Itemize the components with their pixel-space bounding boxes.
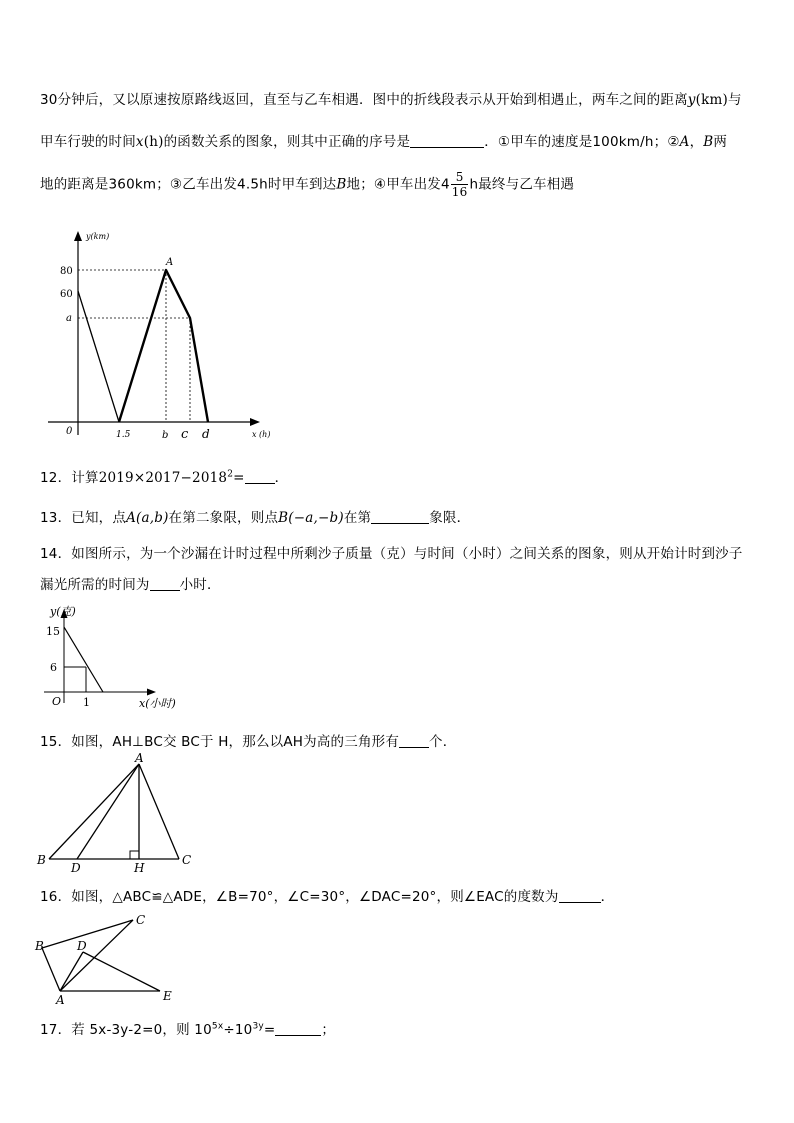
answer-blank[interactable] [410, 133, 484, 148]
side-ac [139, 764, 179, 859]
label-d: D [77, 939, 87, 953]
q15-text: 15．如图，AH⊥BC交 BC于 H，那么以AH为高的三角形有 [40, 734, 400, 750]
q12-label: 12．计算 [40, 470, 99, 486]
q16-text: ． [600, 889, 615, 905]
y-tick-15: 15 [46, 625, 60, 638]
fraction-denominator: 16 [451, 185, 468, 199]
segment-1 [78, 291, 119, 422]
intro-line-1 [40, 88, 742, 108]
intro-text: 两 [713, 134, 728, 150]
question-16 [40, 885, 614, 905]
question-13 [40, 506, 470, 526]
x-axis-arrow [147, 689, 156, 696]
q12-exponent: 2 [227, 469, 234, 480]
q12-answer-blank[interactable] [245, 469, 275, 484]
distance-time-graph [40, 225, 300, 445]
q17-answer-blank[interactable] [275, 1021, 321, 1036]
q13-text: 象限． [429, 510, 471, 526]
q17-end: ； [321, 1022, 336, 1038]
q14-text: 漏光所需的时间为 [40, 577, 150, 593]
q17-equals: = [263, 1022, 276, 1038]
label-d: D [71, 861, 81, 875]
x-axis-label: x(小时) [139, 697, 176, 710]
x-tick-d: d [202, 427, 210, 441]
triangle-figure-2 [35, 908, 195, 1008]
sand-mass-graph [40, 603, 200, 713]
intro-text: h最终与乙车相遇 [469, 176, 575, 193]
right-angle-mark [130, 851, 139, 859]
q12-equals: = [233, 470, 245, 486]
y-tick-80: 80 [60, 266, 73, 277]
intro-text: 的函数关系的图象，则其中正确的序号是 [163, 134, 411, 150]
triangle-figure-1 [35, 751, 205, 875]
q13-answer-blank[interactable] [371, 509, 429, 524]
unit-h: (h) [143, 134, 164, 150]
var-y: y [687, 92, 696, 108]
fraction-numerator: 5 [451, 170, 469, 185]
intro-text: 地的距离是360km；③乙车出发4.5h时甲车到达 [40, 176, 337, 193]
x-tick-1-5: 1.5 [116, 430, 131, 440]
question-14-line-1: 14．如图所示，为一个沙漏在计时过程中所剩沙子质量（克）与时间（小时）之间关系的图象，则从开始计时到沙子 [40, 546, 743, 562]
unit-km: (km) [695, 92, 728, 108]
q12-end: ． [274, 470, 289, 486]
var-x: x [135, 134, 144, 150]
y-axis-arrow [74, 231, 82, 241]
label-e: E [163, 989, 172, 1003]
q17-exponent-1: 5x [211, 1021, 224, 1032]
intro-line-2 [40, 130, 727, 150]
side-ad [77, 764, 139, 859]
label-c: C [182, 853, 192, 867]
intro-line-3 [40, 170, 574, 199]
label-c: C [136, 913, 146, 927]
y-axis-label: y(km) [86, 232, 110, 241]
label-b: B [35, 939, 44, 953]
intro-text: 30分钟后，又以原速按原路线返回，直至与乙车相遇．图中的折线段表示从开始到相遇止，两车之间的距离 [40, 92, 688, 108]
y-tick-a: a [66, 313, 72, 324]
q16-answer-blank[interactable] [559, 888, 601, 903]
x-axis-arrow [250, 418, 260, 426]
sand-line [64, 627, 103, 692]
q16-text: 16．如图，△ABC≌△ADE，∠B=70°，∠C=30°，∠DAC=20°，则∠EAC的度数为 [40, 889, 559, 905]
label-b: B [37, 853, 46, 867]
point-a: A [679, 134, 690, 150]
q17-exponent-2: 3y [252, 1021, 264, 1032]
x-tick-c: c [181, 427, 189, 442]
fraction [451, 170, 469, 199]
side-ab [49, 764, 139, 859]
q13-text: 在第 [343, 510, 372, 526]
x-tick-1: 1 [83, 696, 90, 709]
point-b: B [336, 176, 347, 193]
intro-text: ．①甲车的速度是100km/h；② [484, 134, 680, 150]
q12-expression: 2019×2017−2018 [98, 470, 228, 486]
q15-text: 个． [429, 734, 457, 750]
q14-answer-blank[interactable] [150, 576, 180, 591]
side-de [83, 952, 160, 991]
x-axis-label: x (h) [252, 430, 271, 439]
label-h: H [134, 861, 145, 875]
q13-text: 13．已知，点 [40, 510, 127, 526]
label-a: A [135, 751, 144, 765]
label-a: A [56, 993, 65, 1007]
segment-2 [119, 270, 208, 422]
intro-text: 甲车行驶的时间 [40, 134, 136, 150]
intro-text: 地；④甲车出发4 [346, 176, 450, 193]
point-a-label: A [166, 257, 174, 268]
intro-text: ， [689, 134, 704, 150]
q13-point-a: A(a,b) [126, 510, 169, 526]
q17-text: 17．若 5x-3y-2=0，则 10 [40, 1022, 212, 1038]
x-tick-b: b [162, 430, 169, 441]
side-ab [42, 948, 60, 991]
q14-text: 小时． [179, 577, 221, 593]
origin-label: 0 [66, 426, 73, 437]
question-15 [40, 730, 456, 750]
intro-text: 与 [727, 92, 742, 108]
question-14-line-2 [40, 573, 221, 593]
question-17 [40, 1018, 335, 1038]
q15-answer-blank[interactable] [399, 733, 429, 748]
y-axis-label: y(克) [50, 605, 76, 618]
q17-divide: ÷10 [223, 1022, 253, 1038]
q13-point-b: B(−a,−b) [278, 510, 344, 526]
y-tick-60: 60 [60, 289, 73, 300]
origin-label: O [52, 695, 62, 708]
point-b: B [703, 134, 714, 150]
y-tick-6: 6 [50, 661, 57, 674]
q13-text: 在第二象限，则点 [168, 510, 279, 526]
question-12 [40, 466, 288, 486]
